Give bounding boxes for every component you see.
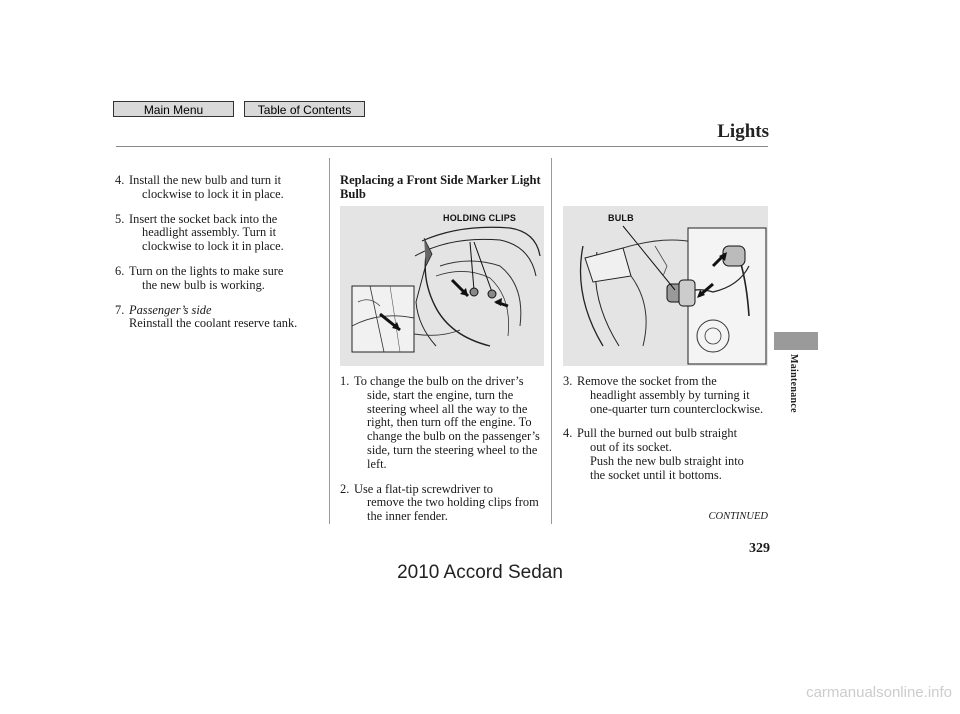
- step-item: [563, 427, 773, 482]
- step-item: [115, 174, 327, 202]
- step-text: out of its socket.: [590, 440, 672, 455]
- step-text: headlight assembly. Turn it: [142, 225, 277, 240]
- step-text: side, turn the steering wheel to the: [367, 442, 538, 457]
- holding-clips-illustration: [340, 206, 544, 366]
- header-rule: [116, 146, 768, 147]
- step-text: clockwise to lock it in place.: [142, 239, 284, 254]
- step-text: Push the new bulb straight into: [590, 453, 744, 468]
- table-of-contents-button[interactable]: Table of Contents: [244, 101, 365, 117]
- step-number: 4.: [563, 426, 573, 441]
- right-column: [563, 375, 773, 494]
- step-text: Remove the socket from the: [577, 374, 717, 388]
- step-text: right, then turn off the engine. To: [367, 415, 532, 430]
- step-text: headlight assembly by turning it: [590, 387, 750, 402]
- step-text: the inner fender.: [367, 509, 448, 524]
- step-number: 3.: [563, 374, 573, 388]
- step-text: the new bulb is working.: [142, 277, 265, 292]
- step-text: Install the new bulb and turn it: [129, 173, 282, 187]
- middle-column: [340, 375, 552, 535]
- section-tab: [774, 332, 818, 350]
- continued-label: CONTINUED: [708, 511, 768, 522]
- step-item: [340, 375, 552, 472]
- step-number: 4.: [115, 173, 125, 187]
- step-number: 5.: [115, 211, 125, 226]
- step-text: Reinstall the coolant reserve tank.: [129, 316, 298, 331]
- step-text: side, start the engine, turn the: [367, 387, 514, 402]
- step-text: change the bulb on the passenger’s: [367, 429, 540, 444]
- watermark: carmanualsonline.info: [806, 684, 952, 701]
- step-text: clockwise to lock it in place.: [142, 186, 284, 201]
- page-title: Lights: [717, 121, 769, 142]
- footer-model-name: 2010 Accord Sedan: [397, 562, 563, 583]
- step-text: the socket until it bottoms.: [590, 467, 722, 482]
- step-text: Turn on the lights to make sure: [129, 263, 284, 278]
- step-item: [115, 265, 327, 293]
- step-number: 1.: [340, 374, 350, 388]
- step-subheading: Passenger’s side: [129, 302, 212, 317]
- figure-label-holding-clips: HOLDING CLIPS: [443, 213, 517, 223]
- step-item: [115, 304, 327, 332]
- step-text: steering wheel all the way to the: [367, 401, 528, 416]
- step-number: 2.: [340, 481, 350, 496]
- left-column: [115, 174, 327, 342]
- step-text: Insert the socket back into the: [129, 211, 278, 226]
- section-tab-label: Maintenance: [788, 354, 799, 413]
- step-text: left.: [367, 456, 387, 471]
- step-item: [115, 213, 327, 254]
- step-item: [563, 375, 773, 416]
- page-number: 329: [749, 541, 770, 556]
- step-number: 7.: [115, 302, 125, 317]
- holding-clips-figure: [340, 206, 544, 366]
- bulb-figure: [563, 206, 768, 366]
- figure-label-bulb: BULB: [608, 213, 634, 223]
- step-number: 6.: [115, 263, 125, 278]
- bulb-illustration: [563, 206, 768, 366]
- step-text: remove the two holding clips from: [367, 495, 539, 510]
- section-heading: Replacing a Front Side Marker Light Bulb: [340, 173, 541, 201]
- step-item: [340, 483, 552, 524]
- step-text: To change the bulb on the driver’s: [354, 374, 524, 388]
- step-text: Pull the burned out bulb straight: [577, 426, 738, 441]
- main-menu-button[interactable]: Main Menu: [113, 101, 234, 117]
- step-text: Use a flat-tip screwdriver to: [354, 481, 493, 496]
- column-divider-left: [329, 158, 330, 524]
- step-text: one-quarter turn counterclockwise.: [590, 401, 764, 416]
